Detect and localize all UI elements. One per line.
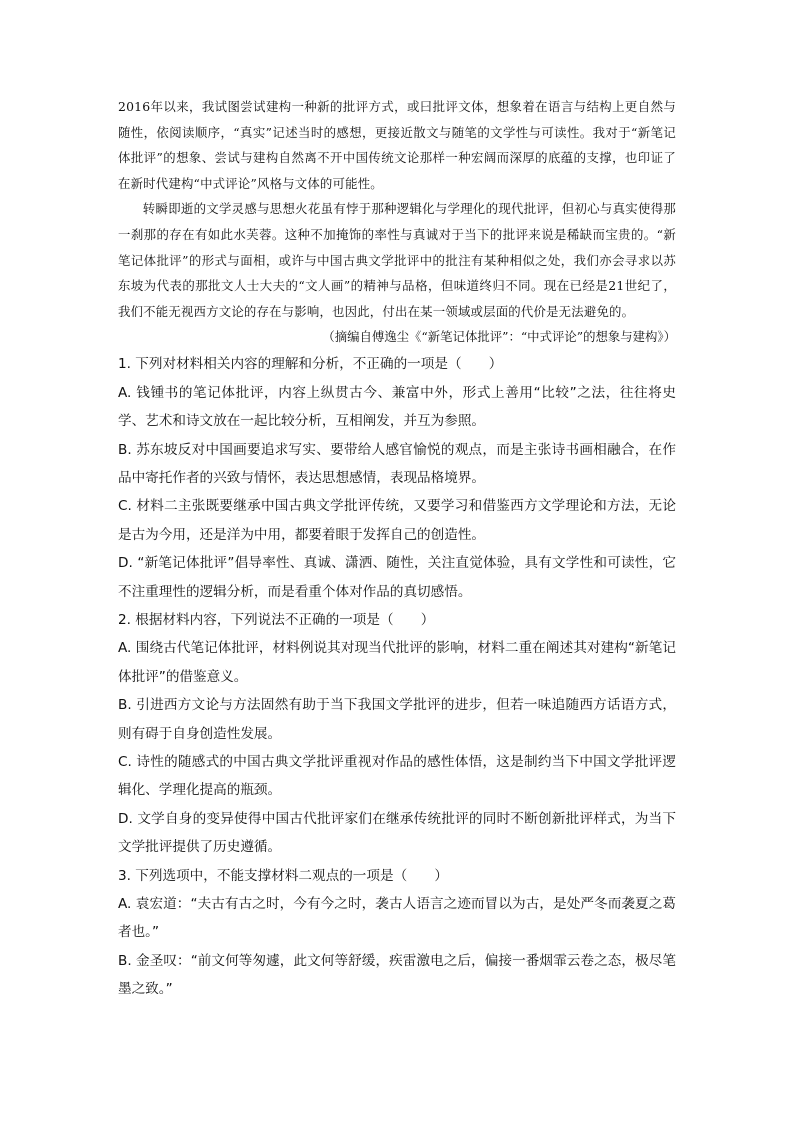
option-d: D. “新笔记体批评”倡导率性、真诚、潇洒、随性，关注直觉体验，具有文学性和可读性，它不注重理性的逻辑分析，而是看重个体对作品的真切感悟。	[118, 555, 676, 600]
option-d: D. 文学自身的变异使得中国古代批评家们在继承传统批评的同时不断创新批评样式，为当下文学批评提供了历史遵循。	[118, 810, 676, 856]
option-b: B. 引进西方文论与方法固然有助于当下我国文学批评的进步，但若一味追随西方话语方式，则有碍于自身创造性发展。	[118, 697, 676, 742]
question-1	[118, 350, 676, 606]
question-stem: 2. 根据材料内容，下列说法不正确的一项是（ ）	[118, 612, 435, 628]
passage-source: （摘编自傅逸尘《“新笔记体批评”：“中式评论”的想象与建构》）	[322, 329, 676, 345]
option-a: A. 钱锺书的笔记体批评，内容上纵贯古今、兼富中外，形式上善用“比较”之法，往往将史学、艺术和诗文放在一起比较分析，互相阐发，并互为参照。	[118, 384, 676, 430]
option-a: A. 袁宏道：“夫古有古之时，今有今之时，袭古人语言之迹而冒以为古，是处严冬而袭夏之葛者也。”	[118, 896, 676, 941]
option-b: B. 苏东坡反对中国画要追求写实、要带给人感官愉悦的观点，而是主张诗书画相融合，在作品中寄托作者的兴致与情怀，表达思想感情，表现品格境界。	[118, 441, 676, 486]
option-a: A. 围绕古代笔记体批评，材料例说其对现当代批评的影响，材料二重在阐述其对建构“新笔记体批评”的借鉴意义。	[118, 640, 676, 685]
exam-page	[118, 94, 676, 1004]
passage-paragraph-2: 转瞬即逝的文学灵感与思想火花虽有悖于那种逻辑化与学理化的现代批评，但初心与真实使得那一刹那的存在有如此水芙蓉。这种不加掩饰的率性与真诚对于当下的批评来说是稀缺而宝贵的。“新笔记体批评”的形式与面相，或许与中国古典文学批评中的批注有某种相似之处，我们亦会寻求以苏东坡为代表的那批文人士大夫的“文人画”的精神与品格，但味道终归不同。现在已经是21世纪了，我们不能无视西方文论的存在与影响，也因此，付出在某一领域或层面的代价是无法避免的。	[118, 201, 676, 319]
option-c: C. 诗性的随感式的中国古典文学批评重视对作品的感性体悟，这是制约当下中国文学批评逻辑化、学理化提高的瓶颈。	[118, 754, 676, 799]
option-b: B. 金圣叹：“前文何等匆遽，此文何等舒缓，疾雷激电之后，偏接一番烟霏云卷之态，极尽笔墨之致。”	[118, 952, 676, 998]
passage-paragraph-1: 2016年以来，我试图尝试建构一种新的批评方式，或曰批评文体，想象着在语言与结构上更自然与随性，依阅读顺序，“真实”记述当时的感想，更接近散文与随笔的文学性与可读性。我对于“新笔记体批评”的想象、尝试与建构自然离不开中国传统文论那样一种宏阔而深厚的底蕴的支撑，也印证了在新时代建构“中式评论”风格与文体的可能性。	[118, 99, 676, 191]
question-stem: 1. 下列对材料相关内容的理解和分析，不正确的一项是（ ）	[118, 356, 503, 373]
question-3	[118, 862, 676, 1004]
reading-passage	[118, 94, 676, 350]
option-c: C. 材料二主张既要继承中国古典文学批评传统，又要学习和借鉴西方文学理论和方法，无论是古为今用，还是洋为中用，都要着眼于发挥自己的创造性。	[118, 498, 676, 543]
question-stem: 3. 下列选项中，不能支撑材料二观点的一项是（ ）	[118, 867, 448, 884]
question-2	[118, 606, 676, 862]
